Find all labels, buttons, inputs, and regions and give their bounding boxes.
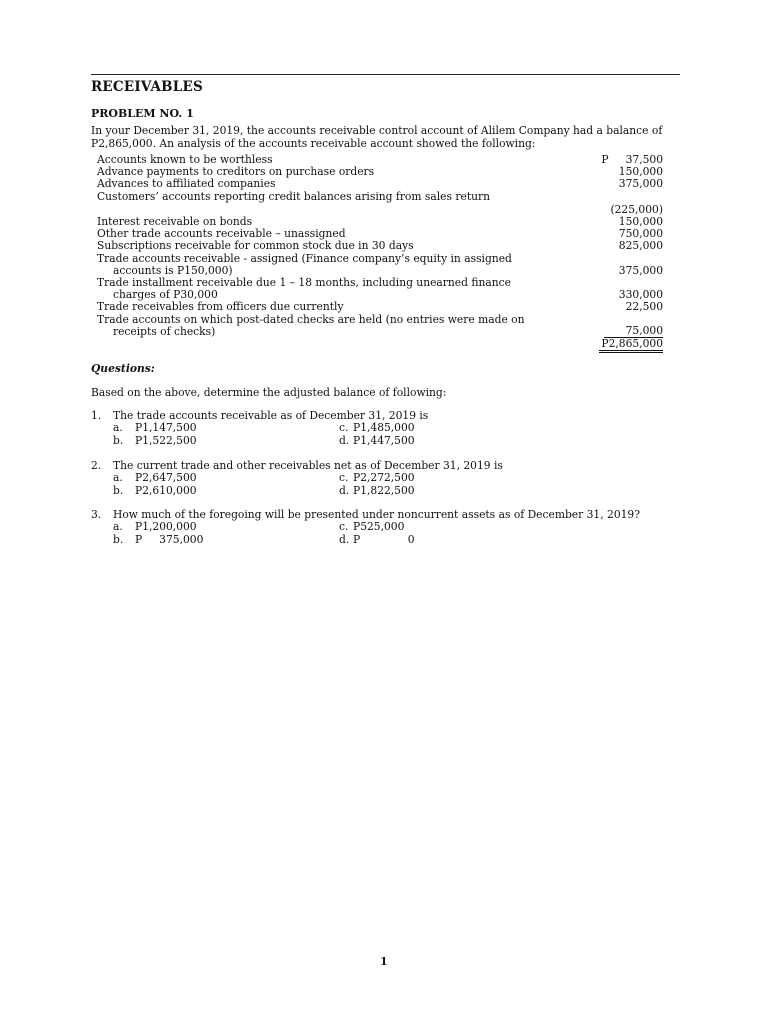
list-item — [97, 253, 663, 277]
choice-a: a. P2,647,500 — [113, 471, 197, 485]
problem-label: PROBLEM NO. 1 — [91, 107, 194, 120]
question-text: The current trade and other receivables net as of December 31, 2019 is — [113, 459, 503, 472]
total-amount: P2,865,000 — [599, 338, 663, 353]
item-label: Interest receivable on bonds — [97, 215, 253, 229]
item-label: Customers’ accounts reporting credit balances arising from sales return — [97, 189, 490, 203]
receivables-list — [97, 154, 663, 353]
choice-d: d. P1,447,500 — [339, 433, 415, 447]
choice-d: d. P1,822,500 — [339, 483, 415, 497]
question-number: 1. — [91, 409, 102, 422]
choice-a: a. P1,200,000 — [113, 520, 197, 534]
item-amount: 825,000 — [618, 239, 663, 253]
item-label: Advance payments to creditors on purchase orders — [97, 165, 375, 179]
question-text: How much of the foregoing will be presented under noncurrent assets as of December 31, 2019? — [113, 508, 640, 521]
item-amount: 375,000 — [618, 177, 663, 191]
question-3 — [91, 509, 691, 546]
choice-b: b. P 375,000 — [113, 532, 204, 546]
item-amount: 375,000 — [618, 263, 663, 277]
choice-c: c. P525,000 — [339, 520, 405, 534]
question-1 — [91, 410, 691, 447]
page-number: 1 — [380, 955, 388, 968]
question-number: 3. — [91, 508, 102, 521]
item-label: Trade installment receivable due 1 – 18 months, including unearned finance — [97, 276, 511, 290]
choice-c: c. P2,272,500 — [339, 471, 415, 485]
item-amount: 150,000 — [618, 215, 663, 229]
question-number: 2. — [91, 459, 102, 472]
item-label: Other trade accounts receivable – unassigned — [97, 227, 346, 241]
top-rule — [91, 74, 680, 75]
total-row — [97, 338, 663, 353]
item-label: Subscriptions receivable for common stock due in 30 days — [97, 239, 414, 253]
item-amount: 330,000 — [618, 288, 663, 302]
item-label: Trade accounts receivable - assigned (Finance company’s equity in assigned — [97, 251, 512, 265]
item-label: Trade accounts on which post-dated checks are held (no entries were made on — [97, 312, 525, 326]
item-label-continued: accounts is P150,000) — [113, 263, 233, 277]
item-amount: 75,000 — [604, 325, 663, 338]
choice-d: d. P 0 — [339, 532, 415, 546]
questions-heading: Questions: — [91, 362, 155, 375]
document-title: RECEIVABLES — [91, 79, 203, 95]
item-amount: 150,000 — [618, 165, 663, 179]
problem-intro: In your December 31, 2019, the accounts receivable control account of Alilem Company had a balance of P2,865,000. An analysis of the accounts receivable account showed the following: — [91, 124, 663, 150]
list-item — [97, 277, 663, 301]
item-amount: 22,500 — [625, 300, 663, 314]
item-label-continued: charges of P30,000 — [113, 288, 218, 302]
item-amount: P 37,500 — [601, 153, 663, 166]
item-amount: (225,000) — [610, 202, 663, 216]
item-label: Advances to affiliated companies — [97, 177, 276, 191]
item-amount: 750,000 — [618, 227, 663, 241]
choice-b: b. P1,522,500 — [113, 433, 197, 447]
choice-b: b. P2,610,000 — [113, 483, 197, 497]
instruction-text: Based on the above, determine the adjusted balance of following: — [91, 386, 447, 399]
choice-a: a. P1,147,500 — [113, 421, 197, 435]
question-text: The trade accounts receivable as of December 31, 2019 is — [113, 409, 429, 422]
item-label-continued: receipts of checks) — [113, 324, 216, 338]
choice-c: c. P1,485,000 — [339, 421, 415, 435]
question-2 — [91, 460, 691, 497]
list-item — [97, 191, 663, 203]
list-item — [97, 178, 663, 190]
list-item — [97, 314, 663, 338]
item-label: Accounts known to be worthless — [97, 153, 273, 166]
item-label: Trade receivables from officers due currently — [97, 300, 344, 314]
